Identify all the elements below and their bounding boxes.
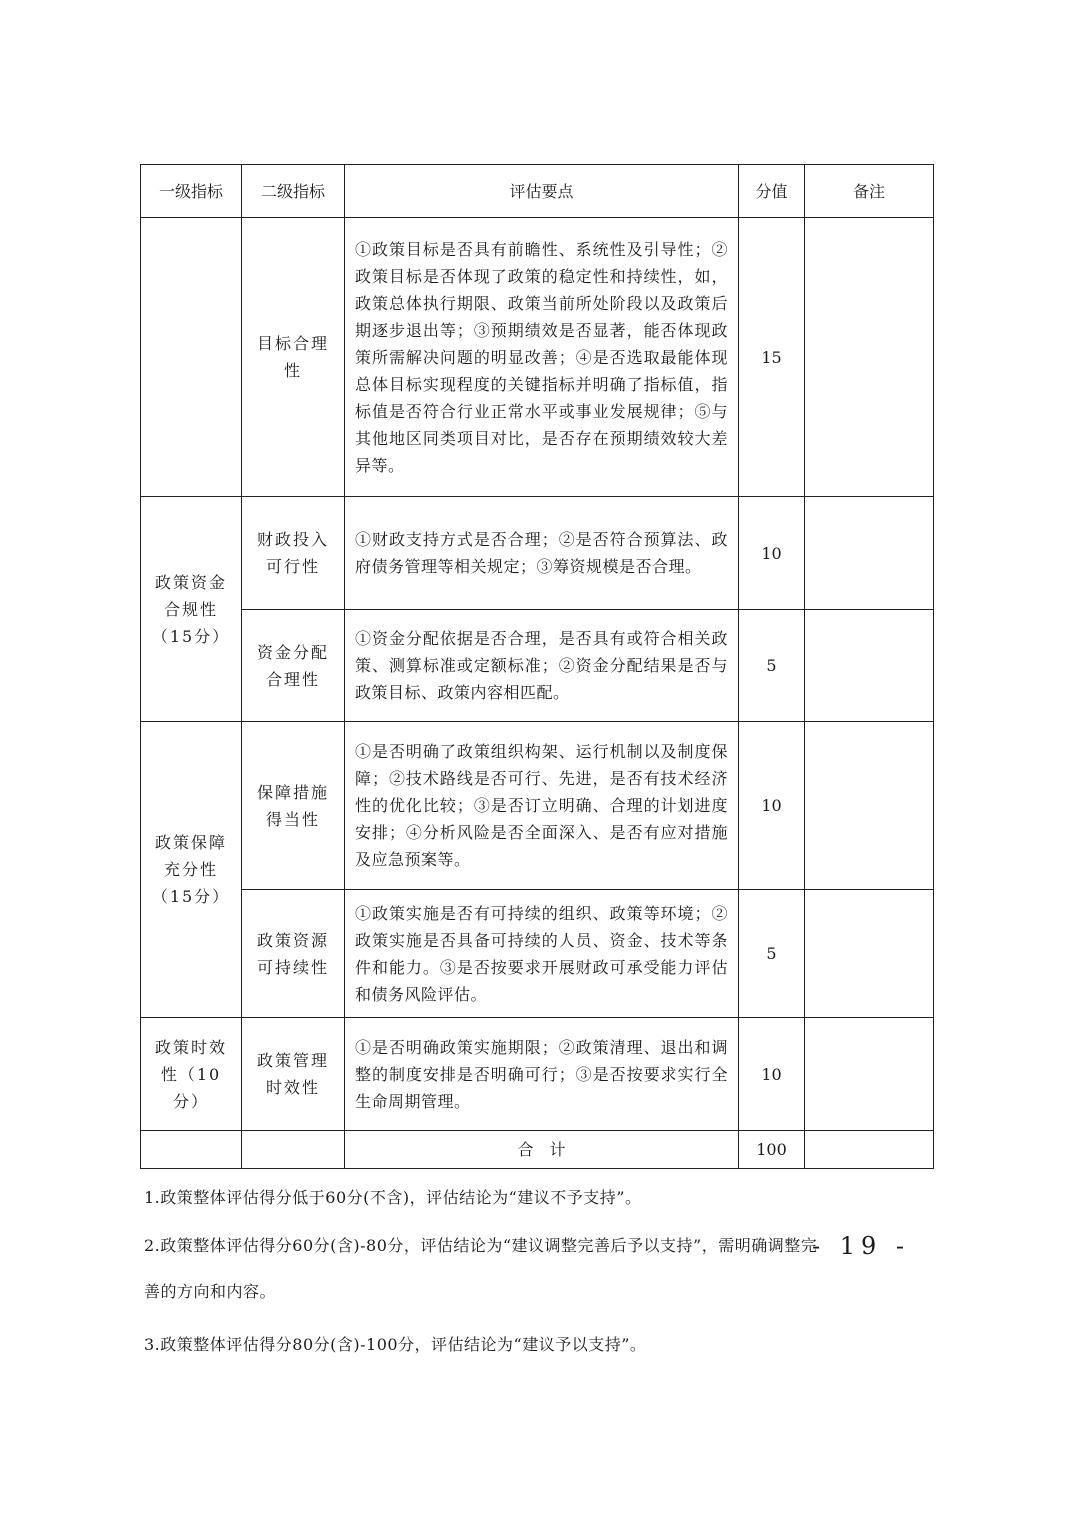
note-2-continued: 善的方向和内容。 xyxy=(144,1282,277,1301)
score-cell: 10 xyxy=(739,722,805,890)
total-score: 100 xyxy=(739,1131,805,1169)
header-score: 分值 xyxy=(739,165,805,218)
remark-cell xyxy=(805,890,934,1018)
level2-cell: 政策管理时效性 xyxy=(242,1018,345,1131)
points-cell: ①资金分配依据是否合理，是否具有或符合相关政策、测算标准或定额标准；②资金分配结果是否与政策目标、政策内容相匹配。 xyxy=(345,610,739,722)
score-cell: 15 xyxy=(739,218,805,497)
score-cell: 5 xyxy=(739,890,805,1018)
points-cell: ①是否明确了政策组织构架、运行机制以及制度保障；②技术路线是否可行、先进，是否有技术经济性的优化比较；③是否订立明确、合理的计划进度安排；④分析风险是否全面深入、是否有应对措施及应急预案等。 xyxy=(345,722,739,890)
table-row xyxy=(141,497,934,610)
page-number: - 19 - xyxy=(812,1232,911,1260)
points-cell: ①财政支持方式是否合理；②是否符合预算法、政府债务管理等相关规定；③筹资规模是否合理。 xyxy=(345,497,739,610)
points-cell: ①是否明确政策实施期限；②政策清理、退出和调整的制度安排是否明确可行；③是否按要求实行全生命周期管理。 xyxy=(345,1018,739,1131)
level1-cell: 政策时效性（10分） xyxy=(141,1018,242,1131)
remark-cell xyxy=(805,610,934,722)
total-label: 合 计 xyxy=(345,1131,739,1169)
table-row xyxy=(141,890,934,1018)
points-cell: ①政策目标是否具有前瞻性、系统性及引导性；②政策目标是否体现了政策的稳定性和持续性，如，政策总体执行期限、政策当前所处阶段以及政策后期逐步退出等；③预期绩效是否显著，能否体现政策所需解决问题的明显改善；④是否选取最能体现总体目标实现程度的关键指标并明确了指标值，指标值是否符合行业正常水平或事业发展规律；⑤与其他地区同类项目对比，是否存在预期绩效较大差异等。 xyxy=(345,218,739,497)
total-empty-cell xyxy=(141,1131,242,1169)
table-row xyxy=(141,722,934,890)
header-level2: 二级指标 xyxy=(242,165,345,218)
evaluation-table xyxy=(140,164,934,1169)
header-remark: 备注 xyxy=(805,165,934,218)
note-2: 2.政策整体评估得分60分(含)-80分，评估结论为“建议调整完善后予以支持”，需明确调整完 xyxy=(144,1236,818,1255)
level2-cell: 政策资源可持续性 xyxy=(242,890,345,1018)
level2-cell: 资金分配合理性 xyxy=(242,610,345,722)
score-cell: 10 xyxy=(739,1018,805,1131)
table-total-row xyxy=(141,1131,934,1169)
points-cell: ①政策实施是否有可持续的组织、政策等环境；②政策实施是否具备可持续的人员、资金、技术等条件和能力。③是否按要求开展财政可承受能力评估和债务风险评估。 xyxy=(345,890,739,1018)
header-level1: 一级指标 xyxy=(141,165,242,218)
level1-cell: 政策保障充分性（15分） xyxy=(141,722,242,1018)
note-1: 1.政策整体评估得分低于60分(不含)，评估结论为“建议不予支持”。 xyxy=(144,1188,642,1207)
level2-cell: 目标合理性 xyxy=(242,218,345,497)
table-header-row xyxy=(141,165,934,218)
total-empty-cell xyxy=(242,1131,345,1169)
level1-cell: 政策资金合规性（15分） xyxy=(141,497,242,722)
note-3: 3.政策整体评估得分80分(含)-100分，评估结论为“建议予以支持”。 xyxy=(144,1335,647,1354)
score-cell: 10 xyxy=(739,497,805,610)
score-cell: 5 xyxy=(739,610,805,722)
remark-cell xyxy=(805,218,934,497)
level2-cell: 保障措施得当性 xyxy=(242,722,345,890)
total-remark-cell xyxy=(805,1131,934,1169)
remark-cell xyxy=(805,1018,934,1131)
level2-cell: 财政投入可行性 xyxy=(242,497,345,610)
remark-cell xyxy=(805,497,934,610)
table-row xyxy=(141,218,934,497)
remark-cell xyxy=(805,722,934,890)
header-points: 评估要点 xyxy=(345,165,739,218)
level1-cell xyxy=(141,218,242,497)
table-row xyxy=(141,1018,934,1131)
table-row xyxy=(141,610,934,722)
